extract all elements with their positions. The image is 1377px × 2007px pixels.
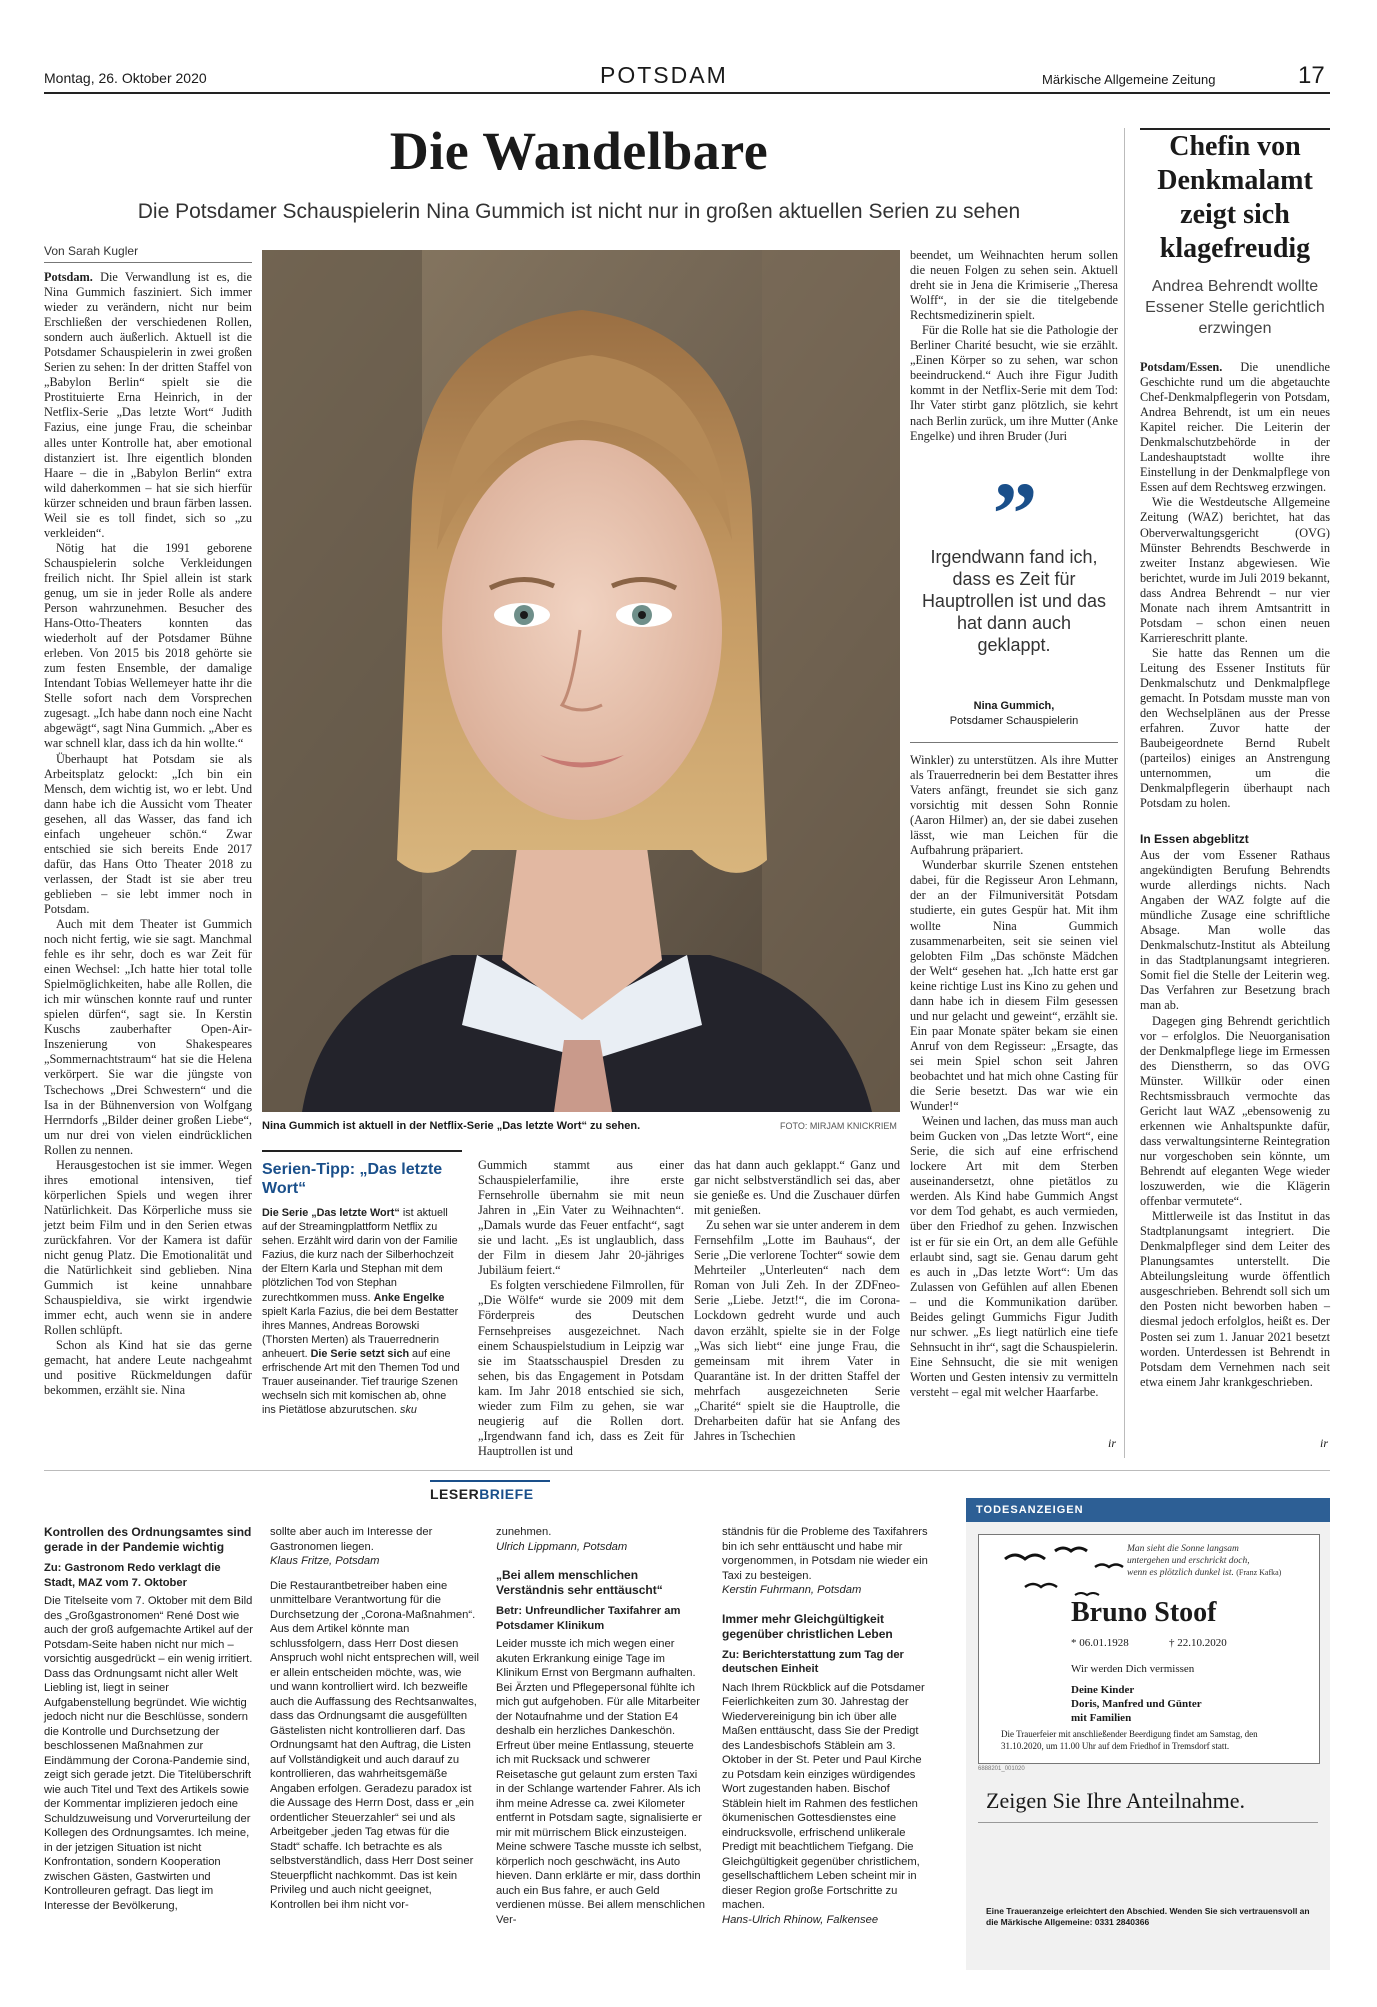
poem-line: wenn es plötzlich dunkel ist. xyxy=(1127,1568,1234,1578)
tip-lead: Anke Engelke xyxy=(373,1291,445,1304)
family-line: Deine Kinder xyxy=(1071,1684,1135,1696)
paragraph: Schon als Kind hat sie das gerne gemacht, hat andere Leute nachgeahmt und positive Rückmeldungen dafür bekommen, erzählt sie. Nina xyxy=(44,1338,252,1398)
birth-date: * 06.01.1928 xyxy=(1071,1637,1129,1649)
letter-column-2 xyxy=(270,1525,480,1985)
letter-text: sollte aber auch im Interesse der Gastronomen liegen. xyxy=(270,1526,433,1553)
poem-line: untergehen und erschrickt doch, xyxy=(1127,1556,1250,1566)
letter-text: Die Titelseite vom 7. Oktober mit dem Bild des „Großgastronomen“ René Dost wie auch der groß aufgemachte Artikel auf der Potsdam-Seite haben nicht nur mich – vorsichtig ausgedrückt – ein wenig irritiert. Dass das Ordnungsamt nicht aller Welt Liebling ist, liegt in seiner Aufgabenstellung begründet. Wie wichtig jedoch nicht nur die Beschlüsse, sondern die Kontrolle und Durchsetzung der beschlossenen Maßnahmen zur Eindämmung der Corona-Pandemie sind, zeigt sich gerade jetzt. Die Titelüberschrift wie auch Titel und Text des Artikels sowie der Kommentar implizieren jedoch eine Schuldzuweisung und Vorverurteilung der Kollegen des Ordnungsamtes. Ich meine, in der jetzigen Situation ist nicht Konfrontation, sondern Kooperation zwischen Gästen, Gastwirten und Kontrolleuren gefragt. Das liegt im Interesse der Bevölkerung, xyxy=(44,1595,253,1912)
letters-label-bar xyxy=(430,1480,550,1482)
letter-reference: Zu: Berichterstattung zum Tag der deutschen Einheit xyxy=(722,1648,904,1675)
death-notices-header: TODESANZEIGEN xyxy=(966,1498,1330,1522)
byline: Von Sarah Kugler xyxy=(44,244,139,258)
promo-rule xyxy=(978,1822,1318,1823)
article-end-signature: ir xyxy=(1108,1436,1117,1450)
family-line: Doris, Manfred und Günter xyxy=(1071,1698,1202,1710)
tip-title: Serien-Tipp: „Das letzte Wort“ xyxy=(262,1161,443,1197)
ad-code: 6888201_001020 xyxy=(978,1766,1025,1772)
side-text-1 xyxy=(1140,360,1330,830)
letters-label xyxy=(430,1486,534,1502)
letter-text: Nach Ihrem Rückblick auf die Potsdamer Feierlichkeiten zum 30. Jahrestag der Wiedervereinigung bin ich über alle Maßen enttäuscht, dass Sie der Predigt des Landesbischofs Stäblein am 3. Oktober in der St. Peter und Paul Kirche zu Potsdam kein einziges würdigendes Wort zugestanden haben. Bischof Stäblein hielt im Rahmen des festlichen ökumenischen Gottesdienstes eine eindrucksvolle, erfrischend unlikerale Predigt mit beachtlichem Tiefgang. Die Gleichgültigkeit gegenüber christlichem, gesellschaftlichem Leben scheint mir in dieser Region große Fortschritte zu machen. xyxy=(722,1681,925,1911)
paragraph: das hat dann auch geklappt.“ Ganz und gar nicht selbstverständlich sei das, aber sie genieße es. Und die Zuschauer dürfen mit genießen. xyxy=(694,1158,900,1218)
paragraph: Gummich stammt aus einer Schauspielerfamilie, ihre erste Fernsehrolle übernahm sie mit neun Jahren in „Ein Vater zu Weihnachten“. „Damals wurde das Feuer entfacht“, sagt sie und lacht. „Es ist unglaublich, dass der Film in diesem Jahr 20-jähriges Jubiläum feiert.“ xyxy=(478,1158,684,1278)
tip-paragraph: spielt Karla Fazius, die bei dem Bestatter ihres Mannes, Andreas Borowski (Thorsten Merten) als Trauerrednerin anheuert. xyxy=(262,1305,459,1360)
paragraph: Aus der vom Essener Rathaus angekündigten Berufung Behrendts wurde allerdings nichts. Nach Angaben der WAZ folgte auf die mündliche Zusage eine schriftliche Absage. Man wolle das Denkmalschutz-Institut als Abteilung in das Stadtplanungsamt integrieren. Somit fiel die Stelle der Leiterin weg. Das Verfahren zur Besetzung brach man ab. xyxy=(1140,848,1330,1013)
byline-rule xyxy=(44,262,252,263)
paragraph: Für die Rolle hat sie die Pathologie der Berliner Charité besucht, wie sie erzählt. „Einen Körper so zu sehen, war schon beeindruckend.“ Auch ihre Figur Judith kommt in der Netflix-Serie mit dem Tod: Ihr Vater stirbt ganz plötzlich, sie kehrt nach Berlin zurück, um ihre Mutter (Anke Engelke) und ihren Bruder (Juri xyxy=(910,323,1118,443)
paragraph: Zu sehen war sie unter anderem in dem Fernsehfilm „Lotte im Bauhaus“, der Serie „Die verlorene Tochter“ sowie dem Mehrteiler „Unterleuten“ nach dem Roman von Juli Zeh. In der ZDFneo-Serie „Liebe. Jetzt!“, die im Corona-Lockdown gedreht wurde und auch davon erzählt, spielte sie in der Folge „Was sich liebt“ eine junge Frau, die gemeinsam mit ihrem Vater in Quarantäne ist. In der dritten Staffel der mehrfach ausgezeichneten Serie „Charité“ spielt sie die Hauptrolle, die Dreharbeiten dafür hat sie Anfang des Jahres in Tschechien xyxy=(694,1218,900,1443)
paragraph: Sie hatte das Rennen um die Leitung des Essener Instituts für Denkmalschutz und Denkmalpflege gemacht. In Potsdam musste man von den Wechselplänen aus der Presse erfahren. Zuvor hatte der Baubeigeordnete Bernd Rubelt (parteilos) einiges an Anstrengung unternommen, um die Denkmalpflegerin überhaupt nach Potsdam zu holen. xyxy=(1140,645,1330,811)
letter-signature: Klaus Fritze, Potsdam xyxy=(270,1555,380,1567)
quote-mark-icon: ” xyxy=(992,465,1038,564)
tip-rule xyxy=(262,1150,462,1152)
header-rule xyxy=(44,92,1330,94)
side-dateline: Potsdam/Essen. xyxy=(1140,360,1223,374)
poem-line: Man sieht die Sonne langsam xyxy=(1127,1544,1239,1554)
letter-signature: Kerstin Fuhrmann, Potsdam xyxy=(722,1584,862,1596)
tip-lead: Die Serie setzt sich xyxy=(310,1347,410,1360)
death-notice xyxy=(978,1534,1320,1764)
letter-column-3 xyxy=(496,1525,706,1985)
side-subtitle: Andrea Behrendt wollte Essener Stelle gerichtlich erzwingen xyxy=(1145,278,1325,337)
letters-label-part: BRIEFE xyxy=(479,1486,534,1502)
letter-signature: Ulrich Lippmann, Potsdam xyxy=(496,1540,628,1553)
side-divider xyxy=(1124,128,1125,1458)
family-line: mit Familien xyxy=(1071,1712,1132,1724)
paragraph: Dagegen ging Behrendt gerichtlich vor – erfolglos. Die Neuorganisation der Denkmalpflege liege im Ermessen des Dienstherrn, so das OVG Münster. Willkür oder einen Rechtsmissbrauch vermochte das Gericht laut WAZ „ebensowenig zu erkennen wie Anhaltspunkte dafür, dass verwaltungsinterne Reintegration nur vorgeschoben sein könnte, um Behrendt auf eleganten Wege wieder loszuwerden, wie die Klägerin offenbar vermutete“. xyxy=(1140,1013,1330,1209)
paragraph: beendet, um Weihnachten herum sollen die neuen Folgen zu sehen sein. Aktuell dreht sie in Jena die Krimiserie „Theresa Wolff“, in der sie die titelgebende Rechtsmedizinerin spielt. xyxy=(910,248,1118,323)
paragraph: Wie die Westdeutsche Allgemeine Zeitung (WAZ) berichtet, hat das Oberverwaltungsgericht (OVG) Münster Behrendts Beschwerde in zweiter Instanz abgewiesen. Wie berichtet, wurde im Juli 2019 bekannt, dass Andrea Behrendt – nur vier Monate nach ihrem Amtsantritt in Potsdam – schon einen neuen Karriereschritt plante. xyxy=(1140,495,1330,645)
paragraph: Mittlerweile ist das Institut in das Stadtplanungsamt integriert. Die Denkmalpfleger sind dem Leiter des Planungsamtes unterstellt. Die Abteilungsleitung wurde öffentlich ausgeschrieben. Behrendt soll sich um den Posten nicht beworben haben – diesmal jedoch erfolglos, heißt es. Der Posten sei zum 1. Januar 2021 besetzt worden. Unterdessen ist Behrendt in Potsdam dem Vernehmen nach seit etwa einem Jahr krankgeschrieben. xyxy=(1140,1209,1330,1389)
letter-title: Kontrollen des Ordnungsamtes sind gerade in der Pandemie wichtig xyxy=(44,1525,252,1554)
paragraph: Winkler) zu unterstützen. Als ihre Mutter als Trauerrednerin bei dem Bestatter ihres Vaters anfängt, freundet sie sich ganz vorsichtig mit dessen Sohn Ronnie (Aaron Hilmer) an, der sie dabei zusehen lässt, wie man Leichen für die Aufbahrung präpariert. xyxy=(910,753,1118,858)
tip-lead: Die Serie „Das letzte Wort“ xyxy=(262,1207,400,1219)
article-column-3 xyxy=(478,1158,684,1458)
article-column-5-bottom xyxy=(910,753,1118,1451)
letter-reference: Zu: Gastronom Redo verklagt die Stadt, MAZ vom 7. Oktober xyxy=(44,1562,221,1589)
tip-text xyxy=(262,1206,462,1446)
section-name: POTSDAM xyxy=(600,62,728,88)
service-info: Die Trauerfeier mit anschließender Beerdigung findet am Samstag, den 31.10.2020, um 11.00 Uhr auf dem Friedhof in Tremsdorf statt. xyxy=(1001,1729,1258,1751)
letter-reference: Betr: Unfreundlicher Taxifahrer am Potsdamer Klinikum xyxy=(496,1605,681,1632)
letters-top-rule xyxy=(44,1470,1330,1471)
paragraph: Auch mit dem Theater ist Gummich noch nicht fertig, wie sie sagt. Manchmal fehle es ihr sehr, doch es war Zeit für einen Wechsel: „Ich hatte hier total tolle Spielmöglichkeiten, habe alle Rollen, die ich mir wünschen konnte rauf und runter spielen dürfen“, sagt sie. In Kerstin Kuschs zauberhafter Open-Air-Inszenierung von Shakespeares „Sommernachtstraum“ hat sie die Helena verkörpert. Sie war die jüngste von Tschechows „Drei Schwestern“ und die Isa in der Bühnenversion von Wolfgang Herrndorfs „Bilder deiner großen Liebe“, um nur drei von vielen eindrücklichen Rollen zu nennen. xyxy=(44,917,252,1157)
death-notices-box xyxy=(966,1498,1330,1970)
letters-label-part: LESER xyxy=(430,1486,480,1502)
letter-signature: Hans-Ulrich Rhinow, Falkensee xyxy=(722,1913,879,1926)
paragraph: Überhaupt hat Potsdam sie als Arbeitsplatz gelockt: „Ich bin ein Mensch, dem wichtig ist, wo er lebt. Und dann habe ich die Aussicht vom Theater gesehen, all das Wasser, das fand ich einfach ungeheuer schön.“ Zwar entschied sie sich bereits Ende 2017 dafür, das Hans Otto Theater 2018 zu verlassen, der Stadt ist sie aber treu geblieben – sie lebt immer noch in Potsdam. xyxy=(44,751,252,916)
letter-column-1 xyxy=(44,1525,254,1985)
tip-paragraph: auf eine erfrischende Art mit den Themen Tod und Trauer auseinander. Tief traurige Szenen wechseln sich mit komischen ab, ohne ins Pietätlose abzurutschen. xyxy=(262,1347,460,1417)
article-column-5-top xyxy=(910,248,1118,492)
portrait-illustration xyxy=(262,250,900,1112)
paragraph: Wunderbar skurrile Szenen entstehen dabei, für die Regisseur Aron Lehmann, der an der Filmuniversität Potsdam studierte, ein gutes Gespür hat. Mit ihm wollte Nina Gummich zusammenarbeiten, seit sie seinen viel gelobten Film „Das schönste Mädchen der Welt“ gesehen hat. „Ich hatte erst gar keine richtige Lust ins Kino zu gehen und dann habe ich in diesem Film gesessen und nur gelacht und geweint“, erzählt sie. Ein paar Monate später bekam sie einen Anruf von dem Regisseur: „Ersagte, das sei mein Spiel schon seit Jahren beobachtet und hat mich ohne Casting für die Serie besetzt. Das war wie ein Wunder!“ xyxy=(910,858,1118,1114)
quote-rule xyxy=(910,742,1118,743)
poem-author: (Franz Kafka) xyxy=(1236,1568,1282,1577)
deceased-name: Bruno Stoof xyxy=(1071,1597,1217,1628)
promo-title: Zeigen Sie Ihre Anteilnahme. xyxy=(986,1788,1246,1813)
quote-author: Nina Gummich, xyxy=(973,700,1055,712)
death-date: † 22.10.2020 xyxy=(1169,1637,1227,1649)
article-column-4 xyxy=(694,1158,900,1450)
paragraph: Die Verwandlung ist es, die Nina Gummich fasziniert. Sich immer wieder zu verändern, nicht nur beim Erschließen der verschiedenen Rollen, sondern auch äußerlich. Aktuell ist die Potsdamer Schauspielerin in zwei großen Serien zu sehen: In der dritten Staffel von „Babylon Berlin“ spielt sie die Prostituierte Erna Heinrich, in der Netflix-Serie „Das letzte Wort“ Judith Fazius, eine junge Frau, die scheinbar alles unter Kontrolle hat, aber emotional distanziert ist. Ihre eigentlich blonden Haare – die in „Babylon Berlin“ extra wild daherkommen – hat sie sich hierfür kürzer schneiden und braun färben lassen. Weil sie es toll findet, sich so „zu verkleiden“. xyxy=(44,270,252,540)
side-title: Chefin von Denkmalamt zeigt sich klagefreudig xyxy=(1157,131,1313,264)
letter-text: ständnis für die Probleme des Taxifahrers bin ich sehr enttäuscht und habe mir vorgenommen, in Potsdam nie wieder ein Taxi zu besteigen. xyxy=(722,1526,928,1582)
letter-text: Leider musste ich mich wegen einer akuten Erkrankung einige Tage im Klinikum Ernst von Bergmann aufhalten. Bei Ärzten und Pflegepersonal fühlte ich mich gut aufgehoben. Für alle Mitarbeiter der Notaufnahme und der Station E4 deshalb ein herzliches Dankeschön. Erfreut über meine Entlassung, steuerte ich mit Rucksack und schwerer Reisetasche gut gelaunt zum ersten Taxi in der Schlange wartender Fahrer. Als ich ihm meine Adresse ca. zwei Kilometer entfernt in Potsdam sagte, signalisierte er mir mit mürrischem Blick einzusteigen. Meine schwere Tasche musste ich selbst, körperlich noch geschwächt, ins Auto hieven. Dann erklärte er mir, dass dorthin auch ein Bus fahre, er auch Geld verdienen müsse. Bei allem menschlichen Ver- xyxy=(496,1638,705,1926)
letter-column-4 xyxy=(722,1525,932,1985)
article-column-1 xyxy=(44,270,252,1452)
newspaper-name: Märkische Allgemeine Zeitung xyxy=(1042,72,1216,87)
letter-title: Immer mehr Gleichgültigkeit gegenüber christlichen Leben xyxy=(722,1611,893,1641)
letter-text: zunehmen. xyxy=(496,1526,552,1538)
poem xyxy=(1127,1543,1315,1579)
page-number: 17 xyxy=(1298,62,1325,89)
photo-credit: FOTO: MIRJAM KNICKRIEM xyxy=(780,1121,897,1131)
paragraph: Weinen und lachen, das muss man auch beim Gucken von „Das letzte Wort“, eine Serie, die sich auf eine erfrischend lockere Art mit dem Sterben auseinandersetzt, ohne pietätlos zu werden. Als Kind habe Gummich Angst vor dem Tod gehabt, es auch vermieden, über den Friedhof zu gehen. Inzwischen ist er für sie ein Ort, an dem alle Gefühle erlaubt sind, sagt sie. Genau darum geht es auch in „Das letzte Wort“: Um das Zulassen von Gefühlen auf allen Ebenen – und die Kommunikation darüber. Beides gelingt Gummichs Figur Judith nur schwer. „Es liegt natürlich eine tiefe Sehnsucht in ihr“, sagt die Schauspielerin. Eine Sehnsucht, die sie mit wenigen Worten und Gesten intensiv zu vermitteln versteht – egal mit welcher Haarfarbe. xyxy=(910,1114,1118,1399)
side-signature: ir xyxy=(1320,1436,1329,1450)
issue-date: Montag, 26. Oktober 2020 xyxy=(44,70,207,86)
letter-title: „Bei allem menschlichen Verständnis sehr enttäuscht“ xyxy=(496,1568,663,1597)
tip-signature: sku xyxy=(400,1404,417,1417)
paragraph: Nötig hat die 1991 geborene Schauspielerin solche Verkleidungen freilich nicht. Ihr Spiel allein ist stark genug, um sie in jeder Rolle als andere Person wahrzunehmen. Besucher des Hans-Otto-Theaters konnten das wiederholt auf der Potsdamer Bühne erleben. Von 2015 bis 2018 gehörte sie zum festen Ensemble, der damalige Intendant Tobias Wellemeyer hatte ihr die Stelle sofort nach dem Vorsprechen zugesagt. „Ich habe dann noch eine Nacht abgewägt“, sagt Nina Gummich. „Aber es war schnell klar, dass ich da hin wollte.“ xyxy=(44,540,252,751)
paragraph: Es folgten verschiedene Filmrollen, für „Die Wölfe“ wurde sie 2009 mit dem Förderpreis des Deutschen Fernsehpreises ausgezeichnet. Nach einem Schauspielstudium in Leipzig war sie im Staatsschauspiel Dresden zu sehen, bis das Engagement in Potsdam kam. Im Jahr 2018 entschied sie sich, wieder zum Film zu gehen, sie war neugierig auf die Rollen dort. „Irgendwann fand ich, dass es Zeit für Hauptrollen ist und xyxy=(478,1278,684,1458)
pull-quote: Irgendwann fand ich, dass es Zeit für Hauptrollen ist und das hat dann auch geklappt. xyxy=(921,547,1107,655)
family xyxy=(1071,1683,1202,1725)
side-text-2 xyxy=(1140,848,1330,1452)
tip-paragraph: ist aktuell auf der Streamingplattform Netflix zu sehen. Erzählt wird darin von der Familie Fazius, die kurz nach der Silberhochzeit der Eltern Karla und Stephan mit dem plötzlichen Tod von Stephan zurechtkommen muss. xyxy=(262,1207,458,1304)
photo-caption: Nina Gummich ist aktuell in der Netflix-Serie „Das letzte Wort“ zu sehen. xyxy=(262,1120,641,1132)
farewell-text: Wir werden Dich vermissen xyxy=(1071,1663,1195,1675)
article-title: Die Wandelbare xyxy=(389,121,769,181)
dateline: Potsdam. xyxy=(44,270,93,284)
portrait-photo xyxy=(262,250,900,1112)
article-subtitle: Die Potsdamer Schauspielerin Nina Gummich ist nicht nur in großen aktuellen Serien zu sehen xyxy=(137,200,1021,223)
quote-author-role: Potsdamer Schauspielerin xyxy=(949,715,1079,727)
promo-text: Eine Traueranzeige erleichtert den Abschied. Wenden Sie sich vertrauensvoll an die Märkische Allgemeine: 0331 2840366 xyxy=(986,1906,1310,1927)
paragraph: Die unendliche Geschichte rund um die abgetauchte Chef-Denkmalpflegerin von Potsdam, Andrea Behrendt, ist um ein neues Kapitel reicher. Die Leiterin der Denkmalschutzbehörde in der Landeshauptstadt wollte ihre Einstellung in der Denkmalpflege von Essen auf dem Rechtsweg erzwingen. xyxy=(1140,360,1331,495)
side-subheading: In Essen abgeblitzt xyxy=(1140,832,1249,846)
paragraph: Herausgestochen ist sie immer. Wegen ihres emotional intensiven, tief körperlichen Spiels und wegen ihrer Natürlichkeit. Das Körperliche muss sie jetzt beim Film und in den Serien etwas zurückfahren. Vor der Kamera ist dafür nicht genug Platz. Die Emotionalität und die Natürlichkeit sind geblieben. Nina Gummich ist keine unnahbare Schauspieldiva, sie wirkt irgendwie immer echt, auch wenn sie in andere Rollen schlüpft. xyxy=(44,1157,252,1338)
letter-text: Die Restaurantbetreiber haben eine unmittelbare Verantwortung für die Durchsetzung der „Corona-Maßnahmen“. Aus dem Artikel könnte man schlussfolgern, dass Herr Dost diesen Anspruch wohl nicht entsprechen will, weil er allein entscheiden möchte, was, wie und wann kontrolliert wird. Ich bezweifle auch die Auffassung des Rechtsanwaltes, dass das Ordnungsamt die ausgefüllten Gästelisten nicht kontrollieren darf. Das Ordnungsamt hat den Auftrag, die Listen auf Vollständigkeit und auch darauf zu kontrollieren, das wahrheitsgemäße Angaben erfolgen. Geradezu paradox ist die Aussage des Herrn Dost, dass er „ein ordentlicher Steuerzahler“ sei und als Arbeitgeber „jeden Tag etwas für die Stadt“ schaffe. Ich betrachte es als selbstverständlich, dass Herr Dost seiner Steuerpflicht nachkommt. Das ist kein Privileg und auch nicht geeignet, Kontrollen bei ihm nicht vor- xyxy=(270,1579,479,1911)
